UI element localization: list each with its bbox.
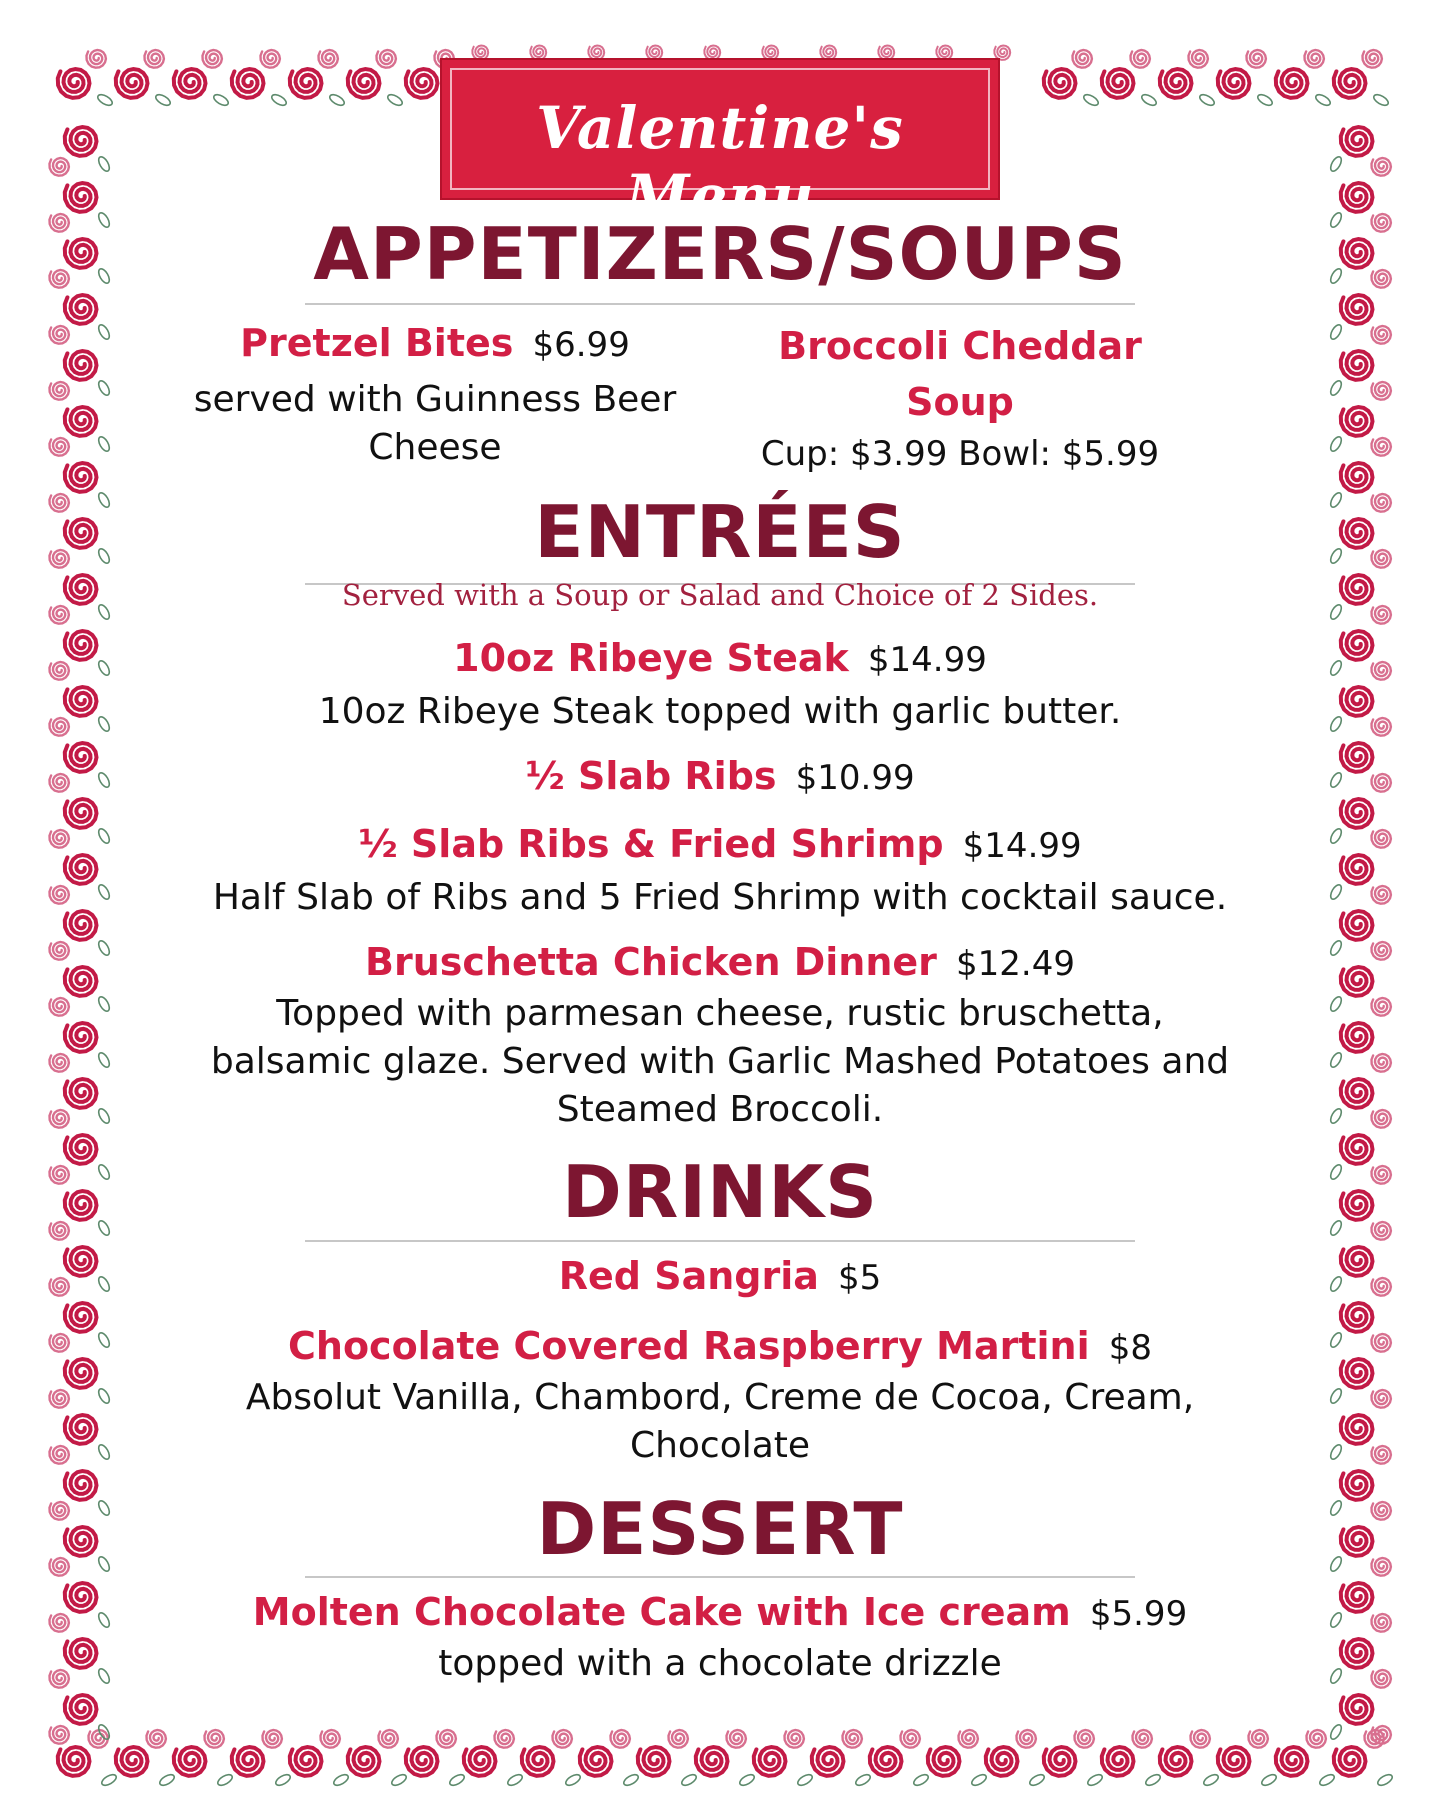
rose-swirl [50, 662, 69, 680]
leaf [97, 1107, 112, 1125]
rose-swirl [1341, 687, 1373, 716]
leaf [97, 547, 112, 565]
rose-swirl [50, 1558, 69, 1576]
leaf [97, 995, 112, 1013]
leaf [1329, 211, 1344, 229]
leaf [1329, 491, 1344, 509]
rose-swirl [65, 1359, 97, 1388]
rose-swirl [1372, 1110, 1391, 1128]
rose-swirl [65, 183, 97, 212]
rose-swirl [50, 942, 69, 960]
leaf [1329, 771, 1344, 789]
rose-swirl [1334, 69, 1366, 98]
leaf [1329, 155, 1344, 173]
item-price: $6.99 [532, 325, 630, 365]
rose-swirl [1341, 575, 1373, 604]
rose-swirl [1341, 967, 1373, 996]
rose-swirl [65, 575, 97, 604]
rose-swirl [1372, 1558, 1391, 1576]
item-description: Half Slab of Ribs and 5 Fried Shrimp with cocktail sauce. [212, 877, 1228, 918]
item-price: $14.99 [867, 640, 987, 680]
item-name: Broccoli Cheddar [778, 324, 1142, 368]
leaf [97, 883, 112, 901]
item-name: ½ Slab Ribs & Fried Shrimp [358, 822, 944, 866]
item-name: Bruschetta Chicken Dinner [365, 940, 937, 984]
rose-swirl [50, 1110, 69, 1128]
rose-swirl [1372, 1278, 1391, 1296]
item-name: Pretzel Bites [240, 321, 514, 365]
rose-swirl [50, 438, 69, 456]
rose-swirl [65, 1023, 97, 1052]
item-price: $12.49 [956, 944, 1075, 984]
rose-swirl [50, 606, 69, 624]
rose-swirl [1341, 1527, 1373, 1556]
rose-swirl [1372, 326, 1391, 344]
rose-swirl [1372, 1334, 1391, 1352]
leaf [97, 1499, 112, 1517]
leaf [97, 659, 112, 677]
rose-swirl [65, 1471, 97, 1500]
rose-swirl [50, 1390, 69, 1408]
rose-swirl [1341, 183, 1373, 212]
rose-swirl [65, 127, 97, 156]
item-description: topped with a chocolate drizzle [438, 1643, 1002, 1684]
leaf [1318, 1773, 1336, 1788]
drink-item [150, 1318, 1290, 1382]
leaf [97, 211, 112, 229]
section-divider [305, 1240, 1135, 1242]
leaf [97, 1611, 112, 1629]
rose-swirl [65, 1303, 97, 1332]
rose-swirl [65, 1695, 97, 1724]
leaf [1329, 827, 1344, 845]
rose-swirl [65, 967, 97, 996]
rose-swirl [50, 1614, 69, 1632]
rose-swirl [65, 463, 97, 492]
rose-swirl [1341, 631, 1373, 660]
rose-swirl [65, 743, 97, 772]
rose-swirl [65, 1583, 97, 1612]
rose-swirl [58, 1747, 90, 1776]
rose-swirl [50, 718, 69, 736]
leaf [1329, 603, 1344, 621]
item-price: $14.99 [962, 826, 1082, 866]
rose-swirl [65, 1247, 97, 1276]
rose-swirl [1372, 1614, 1391, 1632]
rose-swirl [1372, 1502, 1391, 1520]
item-name: Molten Chocolate Cake with Ice cream [252, 1590, 1071, 1634]
rose-swirl [1372, 438, 1391, 456]
item-price: $8 [1108, 1328, 1152, 1368]
menu-content [150, 0, 1290, 1800]
rose-swirl [1372, 550, 1391, 568]
rose-swirl [1372, 886, 1391, 904]
rose-swirl [50, 158, 69, 176]
menu-title: Valentine's Menu [536, 94, 904, 230]
leaf [97, 267, 112, 285]
section-heading-dessert: DESSERT [536, 1487, 904, 1571]
rose-swirl [58, 69, 90, 98]
leaf [97, 491, 112, 509]
rose-swirl [50, 1334, 69, 1352]
rose-swirl [50, 550, 69, 568]
rose-swirl [1372, 830, 1391, 848]
leaf [97, 939, 112, 957]
leaf [97, 1331, 112, 1349]
rose-swirl [1307, 1730, 1326, 1748]
item-price: $5.99 [1089, 1594, 1188, 1634]
leaf [97, 827, 112, 845]
leaf [1376, 1773, 1394, 1788]
rose-swirl [65, 799, 97, 828]
leaf [97, 435, 112, 453]
rose-swirl [1341, 351, 1373, 380]
item-description: Topped with parmesan cheese, rustic bruschetta, [276, 993, 1164, 1034]
leaf [97, 1275, 112, 1293]
rose-swirl [1341, 1023, 1373, 1052]
leaf [96, 93, 114, 108]
leaf [1329, 1555, 1344, 1573]
rose-swirl [1341, 1303, 1373, 1332]
rose-swirl [65, 1135, 97, 1164]
rose-swirl [1341, 1695, 1373, 1724]
rose-swirl [1341, 127, 1373, 156]
item-price: $10.99 [795, 758, 915, 798]
item-name: Soup [906, 380, 1014, 424]
rose-swirl [1341, 1135, 1373, 1164]
item-description: balsamic glaze. Served with Garlic Mashed Potatoes and [210, 1041, 1230, 1082]
leaf [97, 1387, 112, 1405]
rose-swirl [65, 687, 97, 716]
section-heading-drinks: DRINKS [562, 1150, 878, 1234]
item-description: served with Guinness Beer [193, 379, 677, 420]
item-price: Cup: $3.99 Bowl: $5.99 [760, 434, 1160, 474]
section-heading-entrees: ENTRÉES [534, 490, 906, 574]
leaf [97, 603, 112, 621]
leaf [97, 323, 112, 341]
leaf [1329, 883, 1344, 901]
rose-swirl [1341, 799, 1373, 828]
rose-swirl [65, 911, 97, 940]
rose-swirl [65, 855, 97, 884]
rose-swirl [1341, 407, 1373, 436]
rose-swirl [1372, 1726, 1391, 1744]
leaf [1314, 93, 1332, 108]
rose-swirl [1372, 1166, 1391, 1184]
rose-swirl [65, 1527, 97, 1556]
leaf [1329, 1499, 1344, 1517]
leaf [1329, 1331, 1344, 1349]
leaf [1329, 1275, 1344, 1293]
leaf [1329, 939, 1344, 957]
leaf [1329, 1667, 1344, 1685]
rose-swirl [50, 1446, 69, 1464]
rose-swirl [1372, 998, 1391, 1016]
rose-swirl [50, 1502, 69, 1520]
rose-swirl [1341, 1079, 1373, 1108]
drink-item [150, 1248, 1290, 1312]
leaf [97, 715, 112, 733]
rose-swirl [116, 69, 148, 98]
rose-swirl [1372, 942, 1391, 960]
leaf [1329, 995, 1344, 1013]
title-banner [440, 58, 1000, 230]
rose-swirl [50, 1670, 69, 1688]
rose-swirl [65, 1079, 97, 1108]
rose-swirl [65, 631, 97, 660]
rose-swirl [65, 407, 97, 436]
rose-swirl [1372, 494, 1391, 512]
rose-swirl [1372, 1670, 1391, 1688]
rose-swirl [50, 494, 69, 512]
entree-item [150, 630, 1290, 694]
section-divider [305, 1576, 1135, 1578]
rose-swirl [1341, 1415, 1373, 1444]
entree-item [150, 934, 1290, 998]
rose-swirl [1372, 382, 1391, 400]
rose-swirl [1305, 50, 1324, 68]
rose-swirl [1341, 1191, 1373, 1220]
rose-swirl [50, 270, 69, 288]
leaf [1329, 1051, 1344, 1069]
section-heading-appetizers: APPETIZERS/SOUPS [313, 212, 1127, 296]
appetizer-item-pretzel [150, 318, 720, 472]
item-description: Steamed Broccoli. [556, 1089, 884, 1130]
rose-swirl [50, 886, 69, 904]
rose-swirl [1341, 239, 1373, 268]
rose-swirl [50, 774, 69, 792]
leaf [97, 1443, 112, 1461]
leaf [1329, 1611, 1344, 1629]
rose-swirl [1372, 718, 1391, 736]
leaf [1329, 1107, 1344, 1125]
leaf [1329, 435, 1344, 453]
dessert-item [150, 1584, 1290, 1648]
rose-swirl [50, 998, 69, 1016]
rose-swirl [50, 326, 69, 344]
entrees-note: Served with a Soup or Salad and Choice of 2 Sides. [341, 578, 1099, 612]
rose-swirl [50, 1222, 69, 1240]
rose-swirl [50, 1278, 69, 1296]
item-description: Chocolate [629, 1425, 811, 1466]
rose-swirl [65, 1191, 97, 1220]
leaf [97, 379, 112, 397]
rose-swirl [1372, 774, 1391, 792]
rose-swirl [1334, 1747, 1366, 1776]
rose-swirl [50, 214, 69, 232]
rose-swirl [1372, 662, 1391, 680]
rose-swirl [1372, 1446, 1391, 1464]
rose-swirl [1341, 519, 1373, 548]
leaf [97, 1163, 112, 1181]
rose-swirl [50, 830, 69, 848]
rose-swirl [1372, 1390, 1391, 1408]
appetizer-item-soup [740, 318, 1180, 478]
leaf [1329, 379, 1344, 397]
item-name: Chocolate Covered Raspberry Martini [288, 1324, 1090, 1368]
rose-swirl [1341, 1583, 1373, 1612]
section-divider [305, 303, 1135, 305]
rose-swirl [1372, 214, 1391, 232]
rose-swirl [65, 351, 97, 380]
rose-swirl [65, 1639, 97, 1668]
rose-swirl [87, 50, 106, 68]
entree-item [150, 748, 1290, 812]
item-name: Red Sangria [558, 1254, 819, 1298]
rose-swirl [1372, 606, 1391, 624]
rose-swirl [1341, 855, 1373, 884]
rose-swirl [1372, 1222, 1391, 1240]
leaf [97, 1667, 112, 1685]
item-price: $5 [837, 1258, 882, 1298]
leaf [100, 1773, 118, 1788]
leaf [97, 771, 112, 789]
item-description: Absolut Vanilla, Chambord, Creme de Cocoa, Cream, [245, 1377, 1195, 1418]
rose-swirl [1372, 158, 1391, 176]
rose-swirl [1341, 1247, 1373, 1276]
leaf [1329, 1387, 1344, 1405]
rose-swirl [50, 1726, 69, 1744]
rose-swirl [1341, 295, 1373, 324]
item-name: 10oz Ribeye Steak [453, 636, 849, 680]
leaf [1329, 267, 1344, 285]
leaf [97, 155, 112, 173]
item-description: 10oz Ribeye Steak topped with garlic butter. [318, 691, 1122, 732]
leaf [1329, 715, 1344, 733]
rose-swirl [1341, 1359, 1373, 1388]
rose-swirl [1372, 1054, 1391, 1072]
leaf [97, 1555, 112, 1573]
entree-item [150, 816, 1290, 880]
rose-swirl [50, 1166, 69, 1184]
rose-swirl [65, 1415, 97, 1444]
leaf [1329, 1443, 1344, 1461]
rose-swirl [1363, 50, 1382, 68]
rose-swirl [1341, 463, 1373, 492]
rose-swirl [1372, 270, 1391, 288]
leaf [1329, 547, 1344, 565]
rose-swirl [1341, 1471, 1373, 1500]
leaf [97, 1051, 112, 1069]
item-description: Cheese [368, 427, 502, 468]
rose-swirl [1341, 743, 1373, 772]
rose-swirl [65, 239, 97, 268]
item-name: ½ Slab Ribs [525, 754, 777, 798]
rose-swirl [65, 295, 97, 324]
leaf [1329, 323, 1344, 341]
rose-swirl [50, 1054, 69, 1072]
rose-swirl [1341, 911, 1373, 940]
rose-swirl [116, 1747, 148, 1776]
leaf [1329, 1219, 1344, 1237]
rose-swirl [1341, 1639, 1373, 1668]
leaf [1329, 659, 1344, 677]
rose-swirl [65, 519, 97, 548]
leaf [1372, 93, 1390, 108]
leaf [97, 1219, 112, 1237]
leaf [1329, 1163, 1344, 1181]
rose-swirl [50, 382, 69, 400]
leaf [1329, 1723, 1344, 1741]
